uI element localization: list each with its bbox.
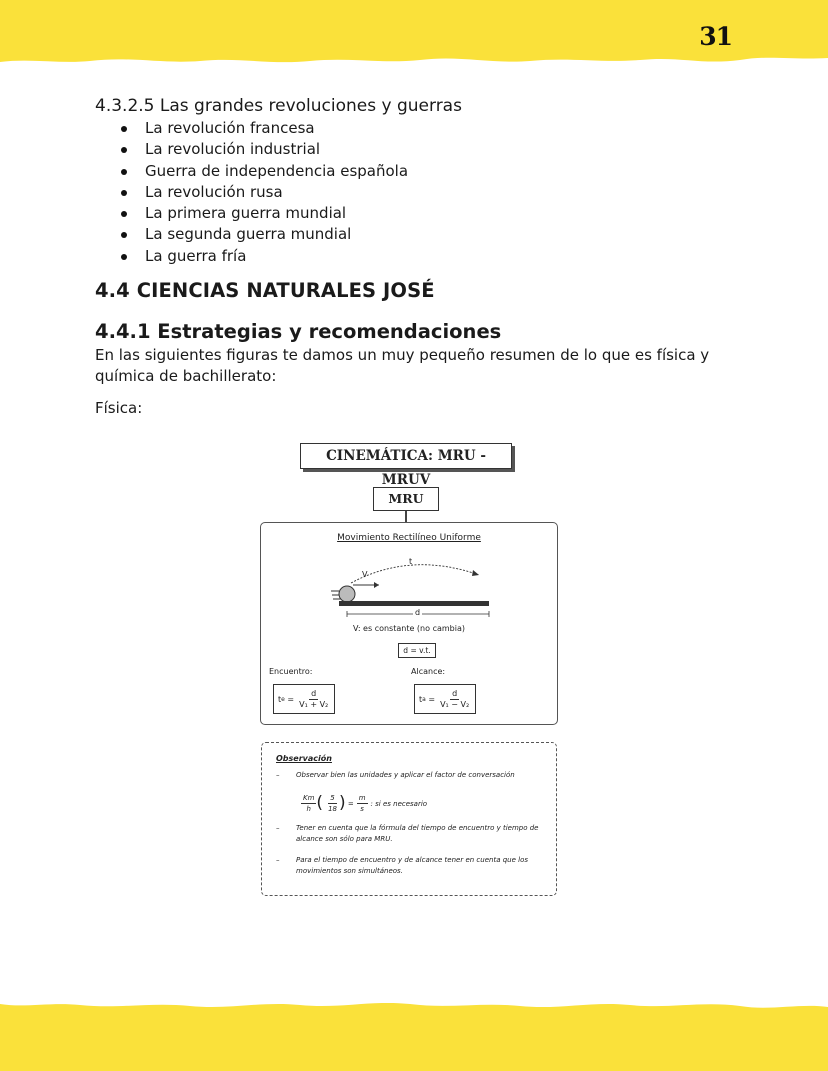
figure-title: CINEMÁTICA: MRU - MRUV	[300, 443, 512, 469]
list-item: La revolución rusa	[145, 182, 745, 203]
mru-panel	[260, 522, 558, 725]
panel-heading: Movimiento Rectilíneo Uniforme	[337, 533, 481, 543]
page-number: 31	[699, 22, 732, 51]
alcance-lhs: t	[419, 694, 423, 704]
list-item: La revolución industrial	[145, 139, 745, 160]
observation-line-1: – Observar bien las unidades y aplicar el factor de conversación	[276, 771, 515, 779]
observation-line-2: – Tener en cuenta que la fórmula del tiempo de encuentro y tiempo de alcance son sólo para MRU.	[276, 824, 539, 843]
list-item: La primera guerra mundial	[145, 203, 745, 224]
conversion-factor: $\frac{Km}{h}$ ( $\frac{5}{18}$ ) = $\frac{m}{s}$ : si es necesario	[303, 793, 428, 813]
encuentro-denominator: V₁ + V₂	[299, 699, 329, 709]
observation-line-3: – Para el tiempo de encuentro y de alcance tener en cuenta que los movimientos son simultáneos.	[276, 856, 528, 875]
ball-icon	[331, 586, 355, 602]
alcance-label: Alcance:	[411, 667, 446, 676]
diagram-d-label: d	[415, 608, 421, 617]
diagram-t-label: t	[409, 557, 413, 566]
intro-paragraph: En las siguientes figuras te damos un muy pequeño resumen de lo que es física y química de bachillerato:	[95, 346, 710, 386]
constant-velocity-text: V: es constante (no cambia)	[353, 624, 465, 633]
list-item: Guerra de independencia española	[145, 161, 745, 182]
cinematica-figure	[258, 440, 563, 900]
encuentro-fraction	[297, 689, 330, 710]
mru-node: MRU	[373, 487, 439, 511]
list-item: La guerra fría	[145, 246, 745, 267]
alcance-fraction	[438, 689, 471, 710]
alcance-numerator: d	[452, 688, 458, 698]
encuentro-numerator: d	[311, 688, 317, 698]
list-item: La segunda guerra mundial	[145, 224, 745, 245]
encuentro-sub: e	[281, 695, 285, 703]
distance-formula: d = v.t.	[398, 643, 436, 658]
bottom-banner-shape	[0, 991, 828, 1071]
section-heading-4-3-2-5: 4.3.2.5 Las grandes revoluciones y guerras	[95, 96, 462, 116]
list-item: La revolución francesa	[145, 118, 745, 139]
main-content	[95, 96, 745, 417]
revolutions-list	[95, 118, 745, 267]
alcance-denominator: V₁ − V₂	[440, 699, 470, 709]
section-heading-4-4: 4.4 CIENCIAS NATURALES JOSÉ	[95, 279, 435, 303]
encuentro-formula: t e = $\frac{d}{\text{V₁ + V₂}}$	[273, 684, 335, 714]
section-heading-4-4-1: 4.4.1 Estrategias y recomendaciones	[95, 320, 502, 344]
alcance-formula: t a = $\frac{d}{\text{V₁ − V₂}}$	[414, 684, 476, 714]
observation-title: Observación	[276, 754, 332, 763]
fisica-label: Física:	[95, 399, 143, 418]
observation-panel	[261, 742, 557, 896]
diagram-v-label: V	[362, 570, 368, 579]
encuentro-lhs: t	[278, 694, 282, 704]
encuentro-label: Encuentro:	[269, 667, 313, 676]
bottom-banner	[0, 991, 828, 1071]
alcance-sub: a	[422, 695, 426, 703]
